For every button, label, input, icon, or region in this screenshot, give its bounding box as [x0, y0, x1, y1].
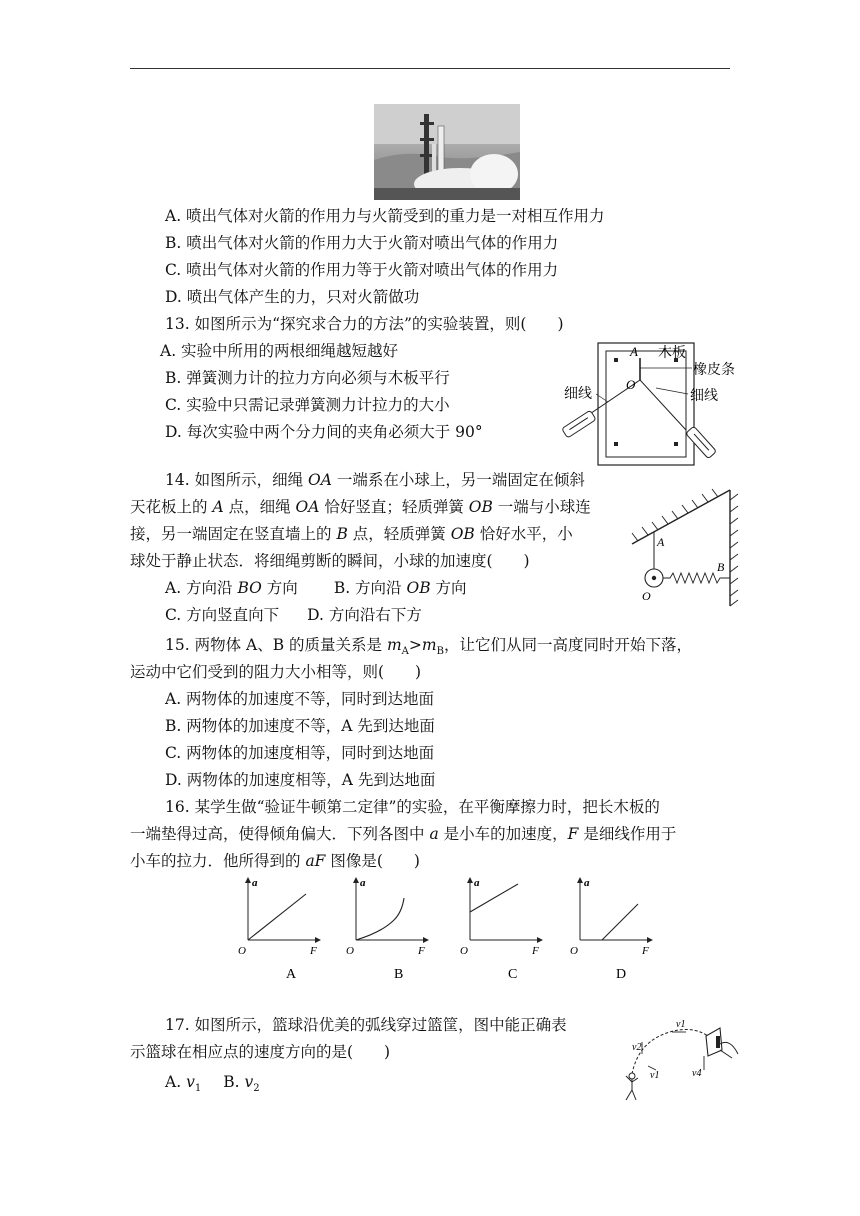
q15-line-1: 15. 两物体 A、B 的质量关系是 $m_A>m_B$，让它们从同一高度同时开始下落， [165, 636, 692, 658]
q16-graph-a [238, 877, 320, 982]
q17-label-v2: v2 [632, 1042, 642, 1053]
svg-text:O: O [346, 945, 354, 957]
q15-option-c: C. 两物体的加速度相等，同时到达地面 [165, 744, 435, 762]
q14-line-1: 14. 如图所示，细绳 OA 一端系在小球上，另一端固定在倾斜 [165, 471, 585, 489]
q17-option-b: B. $v_2$ [223, 1073, 260, 1095]
q13-label-string-right: 细线 [690, 389, 718, 404]
q16-graph-c [460, 877, 542, 982]
q17-line-2: 示篮球在相应点的速度方向的是( ) [130, 1043, 391, 1061]
svg-text:a: a [584, 877, 590, 889]
q13-force-board-figure [560, 338, 750, 470]
q17-line-1: 17. 如图所示，篮球沿优美的弧线穿过篮筐，图中能正确表 [165, 1016, 567, 1034]
q16-line-2: 一端垫得过高，使得倾角偏大．下列各图中 a 是小车的加速度，F 是细线作用于 [130, 825, 677, 843]
q12-option-d: D. 喷出气体产生的力，只对火箭做功 [165, 288, 420, 306]
q14-options-row-1: A. 方向沿 BO 方向 B. 方向沿 OB 方向 [165, 579, 467, 597]
svg-text:a: a [252, 877, 258, 889]
q15-option-b: B. 两物体的加速度不等，A 先到达地面 [165, 717, 435, 735]
q15-line-2: 运动中它们受到的阻力大小相等，则( ) [130, 663, 422, 681]
svg-text:F: F [418, 945, 425, 957]
svg-text:O: O [238, 945, 246, 957]
q13-label-a: A [630, 344, 638, 359]
q16-line-1: 16. 某学生做“验证牛顿第二定律”的实验，在平衡摩擦力时，把长木板的 [165, 798, 660, 816]
q13-option-d: D. 每次实验中两个分力间的夹角必须大于 90° [165, 423, 483, 441]
q17-option-a: A. $v_1$ [165, 1073, 202, 1095]
svg-text:C: C [508, 967, 518, 982]
q13-option-a: A. 实验中所用的两根细绳越短越好 [160, 342, 399, 360]
q17-options [165, 1072, 260, 1099]
q13-option-c: C. 实验中只需记录弹簧测力计拉力的大小 [165, 396, 450, 414]
svg-text:O: O [570, 945, 578, 957]
q16-graph-b [346, 877, 428, 982]
q14-label-b: B [717, 560, 725, 574]
q16-graph-d [570, 877, 652, 982]
q16-graphs [232, 872, 672, 984]
q12-option-c: C. 喷出气体对火箭的作用力等于火箭对喷出气体的作用力 [165, 261, 559, 279]
q15-option-d: D. 两物体的加速度相等，A 先到达地面 [165, 771, 436, 789]
header-rule [130, 68, 730, 69]
rocket-launch-photo [374, 104, 520, 200]
q14-label-a: A [657, 535, 665, 549]
q14-ball-spring-figure [630, 484, 742, 610]
q14-line-2: 天花板上的 A 点，细绳 OA 恰好竖直；轻质弹簧 OB 一端与小球连 [130, 498, 591, 516]
q17-label-v1-bottom: v1 [650, 1070, 660, 1081]
svg-text:B: B [394, 967, 404, 982]
svg-text:a: a [474, 877, 480, 889]
q14-label-o: O [642, 589, 651, 603]
svg-text:D: D [616, 967, 627, 982]
q13-label-board: 木板 [658, 346, 686, 361]
q15-option-a: A. 两物体的加速度不等，同时到达地面 [165, 690, 435, 708]
svg-text:F: F [310, 945, 317, 957]
svg-text:O: O [460, 945, 468, 957]
q17-label-v4: v4 [692, 1068, 702, 1079]
q13-label-o: O [626, 377, 636, 392]
q12-option-a: A. 喷出气体对火箭的作用力与火箭受到的重力是一对相互作用力 [165, 207, 605, 225]
q17-basketball-figure [612, 1014, 744, 1106]
q14-line-3: 接，另一端固定在竖直墙上的 B 点，轻质弹簧 OB 恰好水平，小 [130, 525, 573, 543]
q16-line-3: 小车的拉力．他所得到的 aF 图像是( ) [130, 852, 420, 870]
q12-option-b: B. 喷出气体对火箭的作用力大于火箭对喷出气体的作用力 [165, 234, 559, 252]
svg-text:A: A [286, 967, 297, 982]
q14-options-row-2: C. 方向竖直向下 D. 方向沿右下方 [165, 606, 422, 624]
svg-text:F: F [642, 945, 649, 957]
q17-label-v1-top: v1 [676, 1019, 686, 1030]
q13-option-b: B. 弹簧测力计的拉力方向必须与木板平行 [165, 369, 450, 387]
q14-line-4: 球处于静止状态．将细绳剪断的瞬间，小球的加速度( ) [130, 552, 530, 570]
svg-text:F: F [532, 945, 539, 957]
q13-label-rubber: 橡皮条 [693, 363, 735, 378]
svg-text:a: a [360, 877, 366, 889]
q13-label-string-left: 细线 [564, 387, 592, 402]
q13-stem: 13. 如图所示为“探究求合力的方法”的实验装置，则( ) [165, 315, 564, 333]
